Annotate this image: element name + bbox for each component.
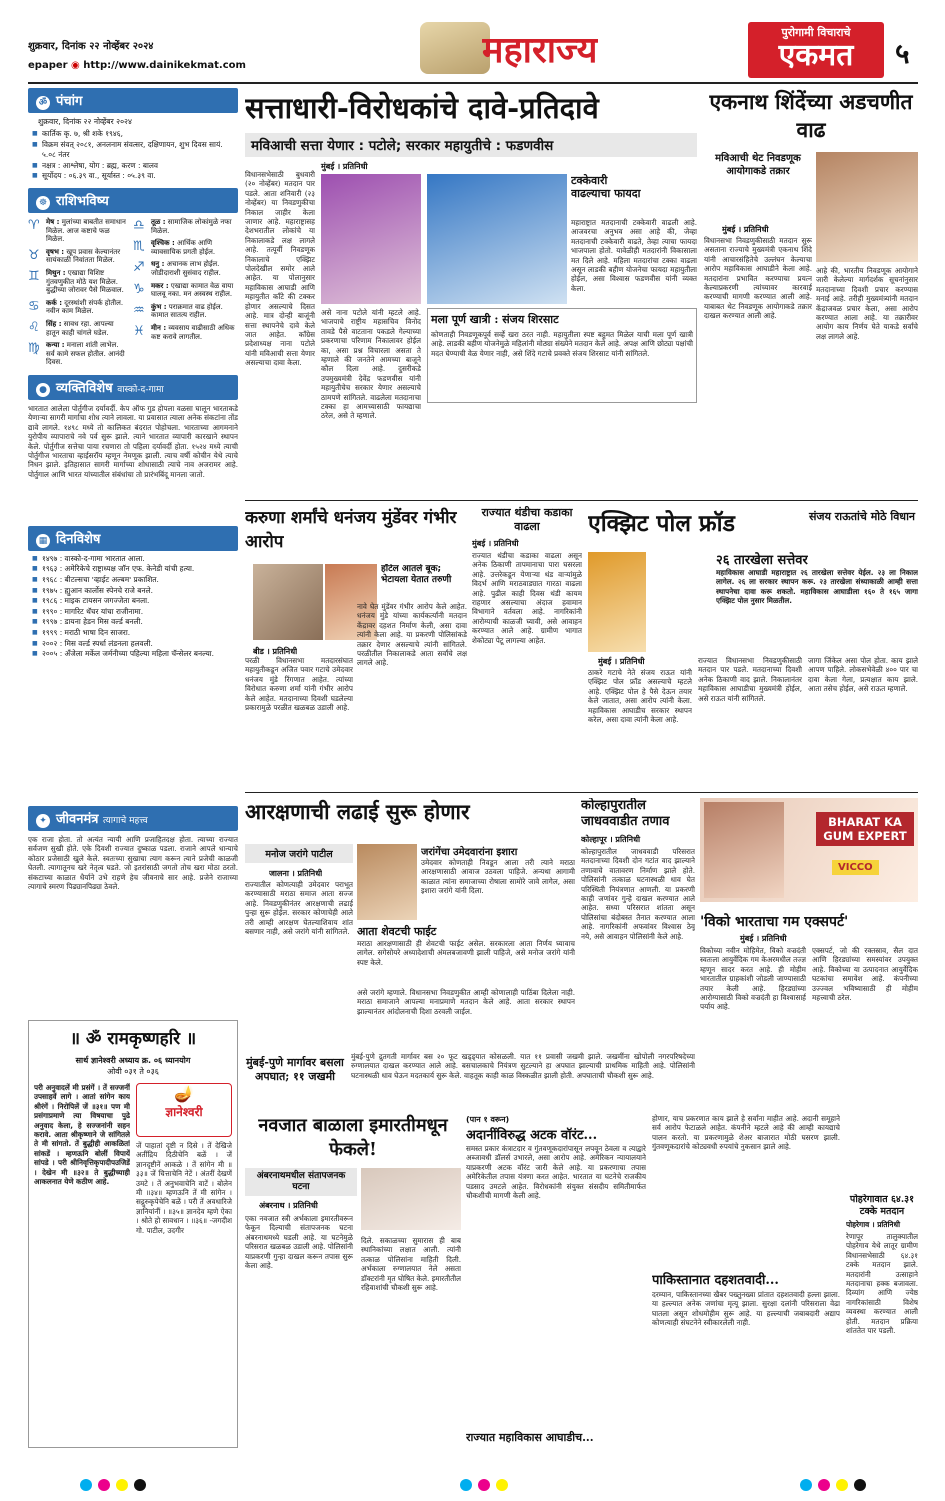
rashi-head: ☸ राशिभविष्य xyxy=(28,188,238,213)
accident-headline: मुंबई-पुणे मार्गावर बसला अपघात; ११ जखमी xyxy=(246,1056,344,1083)
cancer-icon: ♋ xyxy=(28,298,40,314)
karuna-col2: नावे घेत मुंडेंवर गंभीर आरोप केले आहेत. धनंजय मुंडे यांच्या कार्यकर्त्यांनी मतदान केंद्रावर दहशत निर्माण केली, असा दावा त्यांनी केला आहे. या प्रकरणी पोलिसांकडे तक्रार देणार असल्याचे त्यांनी सांगितले. परळीतील निकालाकडे आता सर्वांचे लक्ष लागले आहे. xyxy=(357,602,467,668)
kolhapur-story xyxy=(581,798,695,1048)
arakshan-col2: असे जरांगे म्हणाले. विधानसभा निवडणुकीत आम्ही कोणालाही पाठिंबा दिलेला नाही. मराठा समाजाने आपल्या मनाप्रमाणे मतदान केले आहे. आता सरकार स्थापन झाल्यानंतर आंदोलनाची दिशा ठरवली जाईल. xyxy=(357,988,575,1016)
patole-photo xyxy=(321,174,421,304)
jarange-photo xyxy=(357,844,417,920)
vicco-col2: एक्सपर्ट, जो की रक्तस्राव, सैल दात आणि हिरड्यांच्या समस्यांवर उपयुक्त आहे. विकोच्या या उत्पादनात आयुर्वेदिक घटकांचा समावेश आहे. कंपनीच्या उज्ज्वल भविष्यासाठी ही मोहीम महत्त्वाची ठरेल. xyxy=(812,946,918,1003)
lamp-icon: 🪔 xyxy=(174,1084,194,1103)
panchang-date: शुक्रवार, दिनांक २२ नोव्हेंबर २०२४ xyxy=(38,117,132,126)
kolhapur-headline: कोल्हापुरातील जाधववाडीत तणाव xyxy=(581,798,670,829)
karuna-photo xyxy=(253,564,323,640)
vicco-col1: विकोच्या नवीन मोहिमेत, विको वज्रदंती स्वतःला आयुर्वेदिक गम केअरमधील तज्ज्ञ म्हणून सादर करत आहे. ही मोहीम भारतातील ग्राहकांशी जोडली जाण्यासाठी तयार केली आहे. हिरड्यांच्या आरोग्यासाठी विको वज्रदंती हा विश्वासार्ह पर्याय आहे. xyxy=(700,946,806,1012)
karuna-dateline: बीड । प्रतिनिधी xyxy=(253,647,298,656)
epaper-label: epaper xyxy=(28,60,68,71)
brand-tagline: पुरोगामी विचाराचे xyxy=(781,26,851,39)
shirsat-box xyxy=(427,308,697,403)
ramkrishna-col1: परी अनुवादलें मी प्रसंगें । तें सज्जनीं उपसाहवें लागे । आतां सांगेन काय श्रीरंगें । निरोपिलें जें ॥३१॥ पण मी प्रसंगाप्रमाणे त्या विषयाचा पुढे अनुवाद केला, हे सज्जनांनी सहन करावे. आता श्रीकृष्णाने जे सांगितले ते मी सांगतो. तें बुद्धीही आकळितां सांकडें । म्हणऊनि बोलीं विपायें सांपडे । परी श्रीनिवृत्तिकृपादीपउजिडें । देखेन मी ॥३२॥ ते बुद्धीच्याही आकलनात येणे कठीण आहे. xyxy=(34,1083,130,1187)
shirsat-text: कोणताही निवडणूकपूर्व सर्व्हे खरा ठरत नाही. महायुतीला स्पष्ट बहुमत मिळेल याची मला पूर्ण खात्री आहे. लाडकी बहीण योजनेमुळे महिलांनी मोठ्या संख्येने मतदान केले आहे. अपक्ष आणि छोट्या पक्षांची मदत घेण्याची वेळ येणार नाही, असे शिंदे गटाचे प्रवक्ते संजय शिरसाट यांनी सांगितले. xyxy=(431,330,693,358)
photo-caption: टक्केवारी वाढल्याचा फायदा xyxy=(571,174,641,200)
fight-box-head: आता शेवटची फाईट xyxy=(357,925,437,938)
gemini-icon: ♊ xyxy=(28,268,40,284)
adani-story xyxy=(466,1114,840,1448)
registration-mark xyxy=(800,1479,812,1491)
shinde-story xyxy=(704,88,918,498)
karuna-sub: हॉटेल आतले बूक; भेटायला येतात तरुणी xyxy=(381,564,452,585)
karuna-story xyxy=(245,506,467,790)
rashi-right-col xyxy=(133,218,238,371)
panchang-head: ॐ पंचांग xyxy=(28,88,238,113)
rashi-item: ♍ कन्या : मनाला शांती लाभेल. सर्व कामे सफल होतील. आनंदी दिवस. xyxy=(28,341,125,367)
shinde-deck: मविआची थेट निवडणूक आयोगाकडे तक्रार xyxy=(715,153,801,177)
dinvishesh-head: ▦ दिनविशेष xyxy=(28,526,238,551)
taurus-icon: ♉ xyxy=(28,247,40,263)
registration-mark xyxy=(496,1479,508,1491)
accident-text: मुंबई-पुणे द्रुतगती मार्गावर बस २० फूट खड्ड्यात कोसळली. यात ११ प्रवासी जखमी झाले. जखमींना खोपोली नगरपरिषदेच्या रुग्णालयात दाखल करण्यात आले आहे. बसचालकाचे नियंत्रण सुटल्याने हा अपघात झाल्याची प्राथमिक माहिती आहे. पोलिसांनी घटनास्थळी धाव घेऊन मदतकार्य सुरू केले. वाहतूक काही काळ विस्कळीत झाली होती. अपघाताची चौकशी सुरू आहे. xyxy=(351,1052,695,1080)
rashi-item: ♌ सिंह : सावध रहा. आपल्या हातून काही चांगले घडेल. xyxy=(28,319,114,337)
registration-mark xyxy=(80,1479,92,1491)
adani-headline: अदानींविरुद्ध अटक वॉरंट... xyxy=(466,1128,598,1143)
registration-mark xyxy=(836,1479,848,1491)
shinde-col1: विधानसभा निवडणुकीसाठी मतदान सुरू असताना राज्याचे मुख्यमंत्री एकनाथ शिंदे यांनी आचारसंहितेचे उल्लंघन केल्याचा आरोप महाविकास आघाडीने केला आहे. मतदारांना प्रभावित करण्याचा प्रयत्न केल्याप्रकरणी त्यांच्यावर कारवाई करण्याची मागणी करण्यात आली आहे. याबाबत थेट निवडणूक आयोगाकडे तक्रार दाखल करण्यात आली आहे. xyxy=(704,236,812,321)
thandi-story xyxy=(472,506,582,790)
brand-box xyxy=(748,22,884,78)
vyakti-text: भारतात आलेला पोर्तुगीज दर्यावर्दी. केप ऑफ गुड होपला वळसा घालून भारताकडे येणाऱ्या सागरी मार्गाचा शोध त्याने लावला. या प्रवासात त्याला अनेक संकटांना तोंड द्यावे लागले. १४९८ मध्ये तो कालिकत बंदरात पोहोचला. भारताच्या आगमनाने युरोपीय व्यापाराचे नवे पर्व सुरू झाले. त्याने भारतात व्यापारी कारखाने स्थापन केले. पोर्तुगीज सत्तेचा पाया रचणारा तो पहिला दर्यावर्दी होता. १५२४ मध्ये त्याची पोर्तुगीज भारताचा व्हाईसरॉय म्हणून नेमणूक झाली. त्याच वर्षी कोचीन येथे त्याचे निधन झाले. इतिहासात सागरी मार्गाच्या शोधासाठी त्याचे नाव अजरामर आहे. पोर्तुगाल आणि भारत यांच्यातील संबंधांचा तो प्रारंभबिंदू मानला जातो. xyxy=(28,403,238,479)
kolhapur-dateline: कोल्हापूर । प्रतिनिधी xyxy=(581,835,641,844)
baby-headline: नवजात बाळाला इमारतीमधून फेकले! xyxy=(258,1115,448,1160)
zodiac-icon: ☸ xyxy=(36,196,50,210)
vicco-brand: VICCO xyxy=(832,860,879,875)
ramkrishna-box xyxy=(28,1020,238,1448)
karuna-headline: करुणा शर्मांचे धनंजय मुंडेंवर गंभीर आरोप xyxy=(245,508,457,552)
shinde-dateline: मुंबई । प्रतिनिधी xyxy=(722,225,769,234)
jarange-box xyxy=(421,844,575,920)
lead-col3: महाराष्ट्रात मतदानाची टक्केवारी वाढली आहे. आजवरचा अनुभव असा आहे की, जेव्हा मतदानाची टक्केवारी वाढते, तेव्हा त्याचा फायदा भाजपाला होतो. यावेळीही मतदारांनी विकासाला मत दिले आहे. महिला मतदारांचा टक्का वाढला असून लाडकी बहीण योजनेचा फायदा महायुतीला होईल, असा विश्वास फडणवीस यांनी व्यक्त केला. xyxy=(571,218,697,293)
shinde-photo xyxy=(816,152,918,262)
page-number: ५ xyxy=(895,37,910,70)
section-title: महाराज्य xyxy=(482,29,598,71)
adani-jump2[interactable]: राज्यात महाविकास आघाडीच... xyxy=(466,1431,594,1444)
vicco-ad xyxy=(700,798,918,902)
calendar-icon: ▦ xyxy=(36,534,50,548)
jarange-box-text: उमेदवार कोणताही निवडून आला तरी त्याने मराठा आरक्षणासाठी आवाज उठवला पाहिजे. अन्यथा आगामी काळात त्यांना समाजाच्या रोषाला सामोरे जावे लागेल, असा इशारा जरांगे यांनी दिला. xyxy=(421,858,575,896)
lamp-icon: ✦ xyxy=(36,814,50,828)
registration-mark xyxy=(818,1479,830,1491)
arakshan-story xyxy=(245,798,575,1048)
model-photo xyxy=(704,802,784,898)
exit-story xyxy=(588,506,918,790)
vyakti-head: ● व्यक्तिविशेष वास्को-द-गामा xyxy=(28,375,238,400)
arakshan-col1: राज्यातील कोणत्याही उमेदवार पराभूत करण्यासाठी मराठा समाज आता सज्ज आहे. निवडणुकीनंतर आरक्षणाची लढाई पुन्हा सुरू होईल. सरकार कोणाचेही आले तरी आम्ही आरक्षण घेतल्याशिवाय शांत बसणार नाही, असे जरांगे यांनी सांगितले. xyxy=(245,880,353,937)
lead-headline: सत्ताधारी-विरोधकांचे दावे-प्रतिदावे xyxy=(245,91,599,125)
ramkrishna-col2: जें पाहातां दृष्टी न दिसे । तें देखिजे अतींद्रिय दिठीचेनि बळें । जें ज्ञानदृष्टीनें आकळे । तें सांगेन मी ॥३३॥ जें चित्ताचेनि नेटें । अंतरीं देखणें उमटे । तें अनुभवाचेनि वाटें । बोलेन मी ॥३४॥ म्हणऊनि तें मी सांगेन । सद्गुरुकृपेचेनि बळें । परी तें अवधारिजे ज्ञानियांनीं । ॥३५॥ ज्ञानदेव म्हणे ऐका । श्रोते हो सावधान । ॥३६॥ -जगदीश गो. पाटील, उदगीर xyxy=(136,1141,232,1235)
rashi-item: ♏ वृश्चिक : आर्थिक आणि व्यावसायिक प्रगती होईल. xyxy=(133,239,216,256)
adani-jump: (पान १ वरून) xyxy=(466,1115,510,1124)
lead-deck: मविआची सत्ता येणार : पटोले; सरकार महायुतीचे : फडणवीस xyxy=(245,133,697,157)
virgo-icon: ♍ xyxy=(28,341,40,357)
exit-lead: महाविकास आघाडी महाराष्ट्रात २६ तारखेला सत्तेवर येईल. २३ ला निकाल लागेल. २६ ला सरकार स्थापन करू. २३ तारखेला संध्याकाळी आम्ही सत्ता स्थापनेचा दावा करू शकतो. महाविकास आघाडीला १६० ते १६५ जागा एक्झिट पोल नुसार मिळतील. xyxy=(716,568,918,606)
issue-date: शुक्रवार, दिनांक २२ नोव्हेंबर २०२४ xyxy=(28,41,154,52)
baby-sub: अंबरनाथमधील संतापजनक घटना xyxy=(245,1168,357,1196)
baby-story xyxy=(245,1114,461,1448)
aquarius-icon: ♒ xyxy=(133,302,145,318)
dinvishesh-list: ■ १४९७ : वास्को-द-गामा भारतात आला. ■ १९६३ : अमेरिकेचे राष्ट्राध्यक्ष जॉन एफ. केनेडी यांची हत्या. ■ १९६८ : बीटल्सचा 'व्हाईट अल्बम' प्रकाशित. ■ १९७५ : ह्युआन कार्लोस स्पेनचे राजे बनले. ■ १९८६ : माइक टायसन जगज्जेता बनला. ■ १९९० : मार्गारेट थॅचर यांचा राजीनामा. ■ १९९७ : डायना हेडन मिस वर्ल्ड बनली. ■ १९९९ : मराठी भाषा दिन साजरा. ■ २००२ : मिस वर्ल्ड स्पर्धा लंडनला हलवली. ■ २००५ : अँजेला मर्केल जर्मनीच्या पहिल्या महिला चॅन्सेलर बनल्या. xyxy=(32,554,238,660)
exit-col3: जागा जिंकेल असा पोल होता. काय झाले आपण पाहिले. लोकसभेवेळी ४०० पार चा दावा केला गेला, प्रत्यक्षात काय झाले. आता तसेच होईल, असे राऊत म्हणाले. xyxy=(808,656,918,694)
baby-col2: दिले. सकाळच्या सुमारास ही बाब स्थानिकांच्या लक्षात आली. त्यांनी तत्काळ पोलिसांना माहिती दिली. अर्भकाला रुग्णालयात नेले असता डॉक्टरांनी मृत घोषित केले. इमारतीतील रहिवाशांची चौकशी सुरू आहे. xyxy=(361,1236,461,1293)
rashi-item: ♋ कर्क : दूरस्थांशी संपर्क होतील. नवीन काम मिळेल. xyxy=(28,298,124,316)
baby-photo xyxy=(361,1168,461,1230)
sagittarius-icon: ♐ xyxy=(133,260,145,276)
fight-box-text: मराठा आरक्षणासाठी ही शेवटची फाईट असेल. सरकारला आता निर्णय घ्यावाच लागेल. सगेसोयरे अध्यादेशाची अंमलबजावणी झाली पाहिजे, असे मनोज जरांगे यांनी स्पष्ट केले. xyxy=(357,939,575,967)
ovi-range: ओवी ०३१ ते ०३६ xyxy=(107,1067,159,1076)
jarange-box-head: जरांगेंचा उमेदवारांना इशारा xyxy=(421,847,518,858)
leo-icon: ♌ xyxy=(28,319,40,335)
registration-mark xyxy=(478,1479,490,1491)
adani-col2: होणार, याच प्रकरणात काय झाले हे सर्वांना माहीत आहे. अदानी समूहाने सर्व आरोप फेटाळले आहेत. कंपनीने म्हटले आहे की आम्ही कायद्याचे पालन करतो. या प्रकरणामुळे शेअर बाजारात मोठी घसरण झाली. गुंतवणूकदारांचे कोट्यवधी रुपयांचे नुकसान झाले आहे. xyxy=(652,1114,840,1152)
libra-icon: ♎ xyxy=(133,217,145,233)
karuna-col1: परळी विधानसभा मतदारसंघात महायुतीकडून अजित पवार गटाचे उमेदवार धनंजय मुंडे रिंगणात आहेत. त्यांच्या विरोधात करुणा शर्मा यांनी गंभीर आरोप केले आहेत. मतदानाच्या दिवशी घडलेल्या प्रकारामुळे परळीत खळबळ उडाली आहे. xyxy=(245,656,353,713)
pak-headline: पाकिस्तानात दहशतवादी... xyxy=(652,1273,779,1288)
pak-text: दरम्यान, पाकिस्तानच्या खैबर पख्तुनख्वा प्रांतात दहशतवादी हल्ला झाला. या हल्ल्यात अनेक जणांचा मृत्यू झाला. सुरक्षा दलांनी परिसराला वेढा घातला असून शोधमोहीम सुरू आहे. या हल्ल्याची जबाबदारी अद्याप कोणत्याही संघटनेने स्वीकारलेली नाही. xyxy=(652,1290,840,1328)
exit-col2: राज्यात विधानसभा निवडणुकीसाठी मतदान पार पडले. मतदानाच्या दिवशी अनेक ठिकाणी वाद झाले. निकालानंतर महाविकास आघाडीचा मुख्यमंत्री होईल, असे राऊत यांनी सांगितले. xyxy=(698,656,802,703)
ramkrishna-sub: सार्थ ज्ञानेश्वरी अध्याय क्र. ०६ ध्यानयोग xyxy=(75,1056,191,1065)
jeevan-head: ✦ जीवनमंत्र त्यागाचे महत्त्व xyxy=(28,806,238,831)
exit-dateline: मुंबई । प्रतिनिधी xyxy=(598,657,645,666)
lead-col2: असे नाना पटोले यांनी म्हटले आहे. भाजपाचे राष्ट्रीय महासचिव विनोद तावडे पैसे वाटताना पकडले गेल्याच्या प्रकरणाचा परिणाम निकालावर होईल का, असा प्रश्न विचारला असता ते म्हणाले की जनतेने आमच्या बाजूने कौल दिला आहे. दुसरीकडे उपमुख्यमंत्री देवेंद्र फडणवीस यांनी महायुतीचेच सरकार येणार असल्याचे ठामपणे सांगितले. वाढलेला मतदानाचा टक्का हा आमच्यासाठी फायद्याचा ठरेल, असे ते म्हणाले. xyxy=(321,308,421,421)
globe-icon: ◉ xyxy=(71,60,80,71)
dnyaneshwari-badge: 🪔 ज्ञानेश्वरी xyxy=(136,1083,232,1137)
pisces-icon: ♓ xyxy=(133,323,145,339)
pohregaon-headline: पोहरेगावात ६४.३१ टक्के मतदान xyxy=(849,1194,915,1217)
baby-col1: एका नवजात स्त्री अर्भकाला इमारतीवरून फेकून दिल्याची संतापजनक घटना अंबरनाथमध्ये घडली आहे. या घटनेमुळे परिसरात खळबळ उडाली आहे. पोलिसांनी याप्रकरणी गुन्हा दाखल करून तपास सुरू केला आहे. xyxy=(245,1214,353,1271)
adani-col1: समस्त प्रकार कंत्राटदार व गुंतवणूकदारांपासून लपवून ठेवला व त्याद्वारे अब्जावधी डॉलर्स उभारले, असा आरोप आहे. अमेरिकन न्यायालयाने याप्रकरणी अटक वॉरंट जारी केले आहे. या प्रकरणाचा तपास अमेरिकेतील तपास यंत्रणा करत आहेत. भारतात या घटनेचे राजकीय पडसाद उमटले आहेत. विरोधकांनी संयुक्त संसदीय समितीमार्फत चौकशीची मागणी केली आहे. xyxy=(466,1144,646,1201)
rashi-item: ♉ वृषभ : खूप प्रवास केल्यानंतर सायंकाळी निवांतता मिळेल. xyxy=(28,247,121,265)
jeevan-text: एक राजा होता. तो अत्यंत न्यायी आणि प्रजाहितदक्ष होता. त्याच्या राज्यात सर्वजण सुखी होते. एके दिवशी राज्यात दुष्काळ पडला. राजाने आपले धान्याचे कोठार प्रजेसाठी खुले केले. स्वतःच्या सुखाचा त्याग करून त्याने प्रजेची काळजी घेतली. त्यागातूनच खरे नेतृत्व घडते. जो इतरांसाठी जगतो तोच खरा मोठा ठरतो. संकटाच्या काळात धैर्याने उभे राहणे हेच जीवनाचे सार आहे. प्रजेने राजाच्या त्यागाचे स्मरण पिढ्यानपिढ्या ठेवले. xyxy=(28,835,238,892)
jeevan-section xyxy=(28,806,238,1016)
shirsat-head: मला पूर्ण खात्री : संजय शिरसाट xyxy=(431,313,559,326)
thandi-dateline: मुंबई । प्रतिनिधी xyxy=(472,539,519,548)
exit-sub: २६ तारखेला सत्तेवर xyxy=(716,553,808,568)
scorpio-icon: ♏ xyxy=(133,239,145,255)
lead-story xyxy=(245,88,697,498)
lead-dateline: मुंबई । प्रतिनिधी xyxy=(321,162,368,171)
fadnavis-photo xyxy=(427,174,567,304)
arakshan-byline: मनोज जरांगे पाटील xyxy=(245,844,353,863)
registration-mark xyxy=(134,1479,146,1491)
rashi-item: ♈ मेष : मुलांच्या बाबतीत समाधान मिळेल. आज कष्टाचे फळ मिळेल. xyxy=(28,217,126,244)
arakshan-dateline: जालना । प्रतिनिधी xyxy=(269,869,323,878)
vicco-dateline: मुंबई । प्रतिनिधी xyxy=(740,934,787,943)
rashi-item: ♎ तूळ : सामाजिक लोकांमुळे नफा मिळेल. xyxy=(133,217,232,235)
rashi-item: ♒ कुंभ : पराक्रमात वाढ होईल. कामात सातत्य राहील. xyxy=(133,302,223,320)
exit-headline: एक्झिट पोल फ्रॉड xyxy=(588,510,735,537)
registration-mark xyxy=(854,1479,866,1491)
left-sidebar xyxy=(28,88,238,728)
fight-box xyxy=(357,924,575,984)
shinde-headline: एकनाथ शिंदेंच्या अडचणीत वाढ xyxy=(709,89,913,142)
lead-col1: विधानसभेसाठी बुधवारी (२० नोव्हेंबर) मतदान पार पडले. आता शनिवारी (२३ नोव्हेंबर) या निवडणुकीचा निकाल जाहीर केला जाणार आहे. महाराष्ट्रासह देशभरातील लोकांचे या निकालाकडे लक्ष लागले आहे. तत्पूर्वी निवडणूक निकालाचे एक्झिट पोलदेखील समोर आले आहेत. या पोलानुसार महाविकास आघाडी आणि महायुतीत काँटे की टक्कर होणार असल्याचे दिसत आहे. मात्र दोन्ही बाजूंनी सत्ता स्थापनेचे दावे केले जात आहेत. काँग्रेस प्रदेशाध्यक्ष नाना पटोले यांनी मविआची सत्ता येणार असल्याचा दावा केला. xyxy=(245,170,315,368)
ad-slogan: BHARAT KA GUM EXPERT xyxy=(816,812,914,846)
capricorn-icon: ♑ xyxy=(133,281,145,297)
rashi-item: ♓ मीन : व्यवसाय वाढीसाठी अधिक कष्ट करावे लागतील. xyxy=(133,323,235,341)
thandi-text: राज्यात थंडीचा कडाका वाढला असून अनेक ठिकाणी तापमानाचा पारा घसरला आहे. उत्तरेकडून येणाऱ्या थंड वाऱ्यांमुळे विदर्भ आणि मराठवाड्यात गारठा वाढला आहे. पुढील काही दिवस थंडी कायम राहणार असल्याचा अंदाज हवामान विभागाने वर्तवला आहे. नागरिकांनी आरोग्याची काळजी घ्यावी, असे आवाहन करण्यात आले आहे. ग्रामीण भागात शेकोट्या पेटू लागल्या आहेत. xyxy=(472,551,582,645)
exit-col1: ठाकरे गटाचे नेते संजय राऊत यांनी एक्झिट पोल फ्रॉड असल्याचे म्हटले आहे. एक्झिट पोल हे पैसे देऊन तयार केले जातात, असा आरोप त्यांनी केला. महाविकास आघाडीच सरकार स्थापन करेल, असा दावा त्यांनी केला आहे. xyxy=(588,668,692,725)
ramkrishna-title: ॥ ॐ रामकृष्णहरि ॥ xyxy=(69,1029,197,1049)
vicco-headline: 'विको भारताचा गम एक्सपर्ट' xyxy=(700,914,849,930)
masthead xyxy=(0,0,945,84)
shinde-col2: आहे की, भारतीय निवडणूक आयोगाने जारी केलेल्या मार्गदर्शक सूचनांनुसार मतदानाच्या दिवशी प्रचार करण्यास मनाई आहे. तरीही मुख्यमंत्र्यांनी मतदान केंद्राजवळ प्रचार केला, असा आरोप करण्यात आला आहे. या तक्रारीवर आयोग काय निर्णय घेते याकडे सर्वांचे लक्ष लागले आहे. xyxy=(816,266,918,341)
rashi-item: ♑ मकर : एखाद्या कामात वेळ वाया घालवू नका. मन अस्वस्थ राहील. xyxy=(133,281,234,299)
rashi-left-col xyxy=(28,218,133,371)
pohregaon-dateline: पोहरेगाव । प्रतिनिधी xyxy=(846,1220,900,1229)
panchang-list: ■ कार्तिक कृ. ७, श्री शके १९४६, ■ विक्रम संवत् २०८१, अनलनाम संवत्सर, दक्षिणायन, शुभ दिवस सायं. ५.०८ नंतर ■ नक्षत्र : आश्लेषा, योग : ब्रह्म, करण : बालव ■ सूर्योदय : ०६.३९ वा., सूर्यास्त : ०५.३९ वा. xyxy=(32,129,238,182)
baby-dateline: अंबरनाथ । प्रतिनिधी xyxy=(259,1201,318,1210)
exit-side: संजय राऊतांचे मोठे विधान xyxy=(808,510,916,523)
pohregaon-story xyxy=(846,1194,918,1448)
thandi-headline: राज्यात थंडीचा कडाका वाढला xyxy=(481,506,573,533)
accident-story xyxy=(245,1052,695,1110)
kolhapur-text: कोल्हापुरातील जाधववाडी परिसरात मतदानाच्या दिवशी दोन गटांत वाद झाल्याने तणावाचे वातावरण निर्माण झाले होते. पोलिसांनी तत्काळ घटनास्थळी धाव घेत परिस्थिती नियंत्रणात आणली. या प्रकरणी काही जणांवर गुन्हे दाखल करण्यात आले आहेत. सध्या परिसरात शांतता असून पोलिसांचा बंदोबस्त तैनात करण्यात आला आहे. नागरिकांनी अफवांवर विश्वास ठेवू नये, असे आवाहन पोलिसांनी केले आहे. xyxy=(581,847,695,941)
rashi-item: ♐ धनु : अचानक लाभ होईल. जोडीदाराशी सुसंवाद राहील. xyxy=(133,260,221,277)
rashi-item: ♊ मिथुन : एखाद्या विशिष्ट गुंतवणुकीत मोठे यश मिळेल. बुद्धीच्या जोरावर पैसे मिळवाल. xyxy=(28,268,124,295)
vyakti-sub: वास्को-द-गामा xyxy=(117,384,164,395)
aries-icon: ♈ xyxy=(28,217,40,233)
website-link[interactable]: http://www.dainikekmat.com xyxy=(83,60,246,71)
person-icon: ● xyxy=(36,383,50,397)
registration-mark xyxy=(116,1479,128,1491)
raut-photo xyxy=(588,552,646,652)
registration-mark xyxy=(460,1479,472,1491)
registration-mark xyxy=(98,1479,110,1491)
pohregaon-text: रेणापूर तालुक्यातील पोहरेगाव येथे लातूर ग्रामीण विधानसभेसाठी ६४.३१ टक्के मतदान झाले. मतदारांनी उत्साहाने मतदानाचा हक्क बजावला. दिव्यांग आणि ज्येष्ठ नागरिकांसाठी विशेष व्यवस्था करण्यात आली होती. मतदान प्रक्रिया शांततेत पार पडली. xyxy=(846,1232,918,1336)
om-icon: ॐ xyxy=(36,96,50,110)
jeevan-sub: त्यागाचे महत्त्व xyxy=(102,816,148,826)
arakshan-headline: आरक्षणाची लढाई सुरू होणार xyxy=(245,799,470,824)
brand-name: एकमत xyxy=(778,38,854,73)
map-graphic xyxy=(420,22,490,74)
